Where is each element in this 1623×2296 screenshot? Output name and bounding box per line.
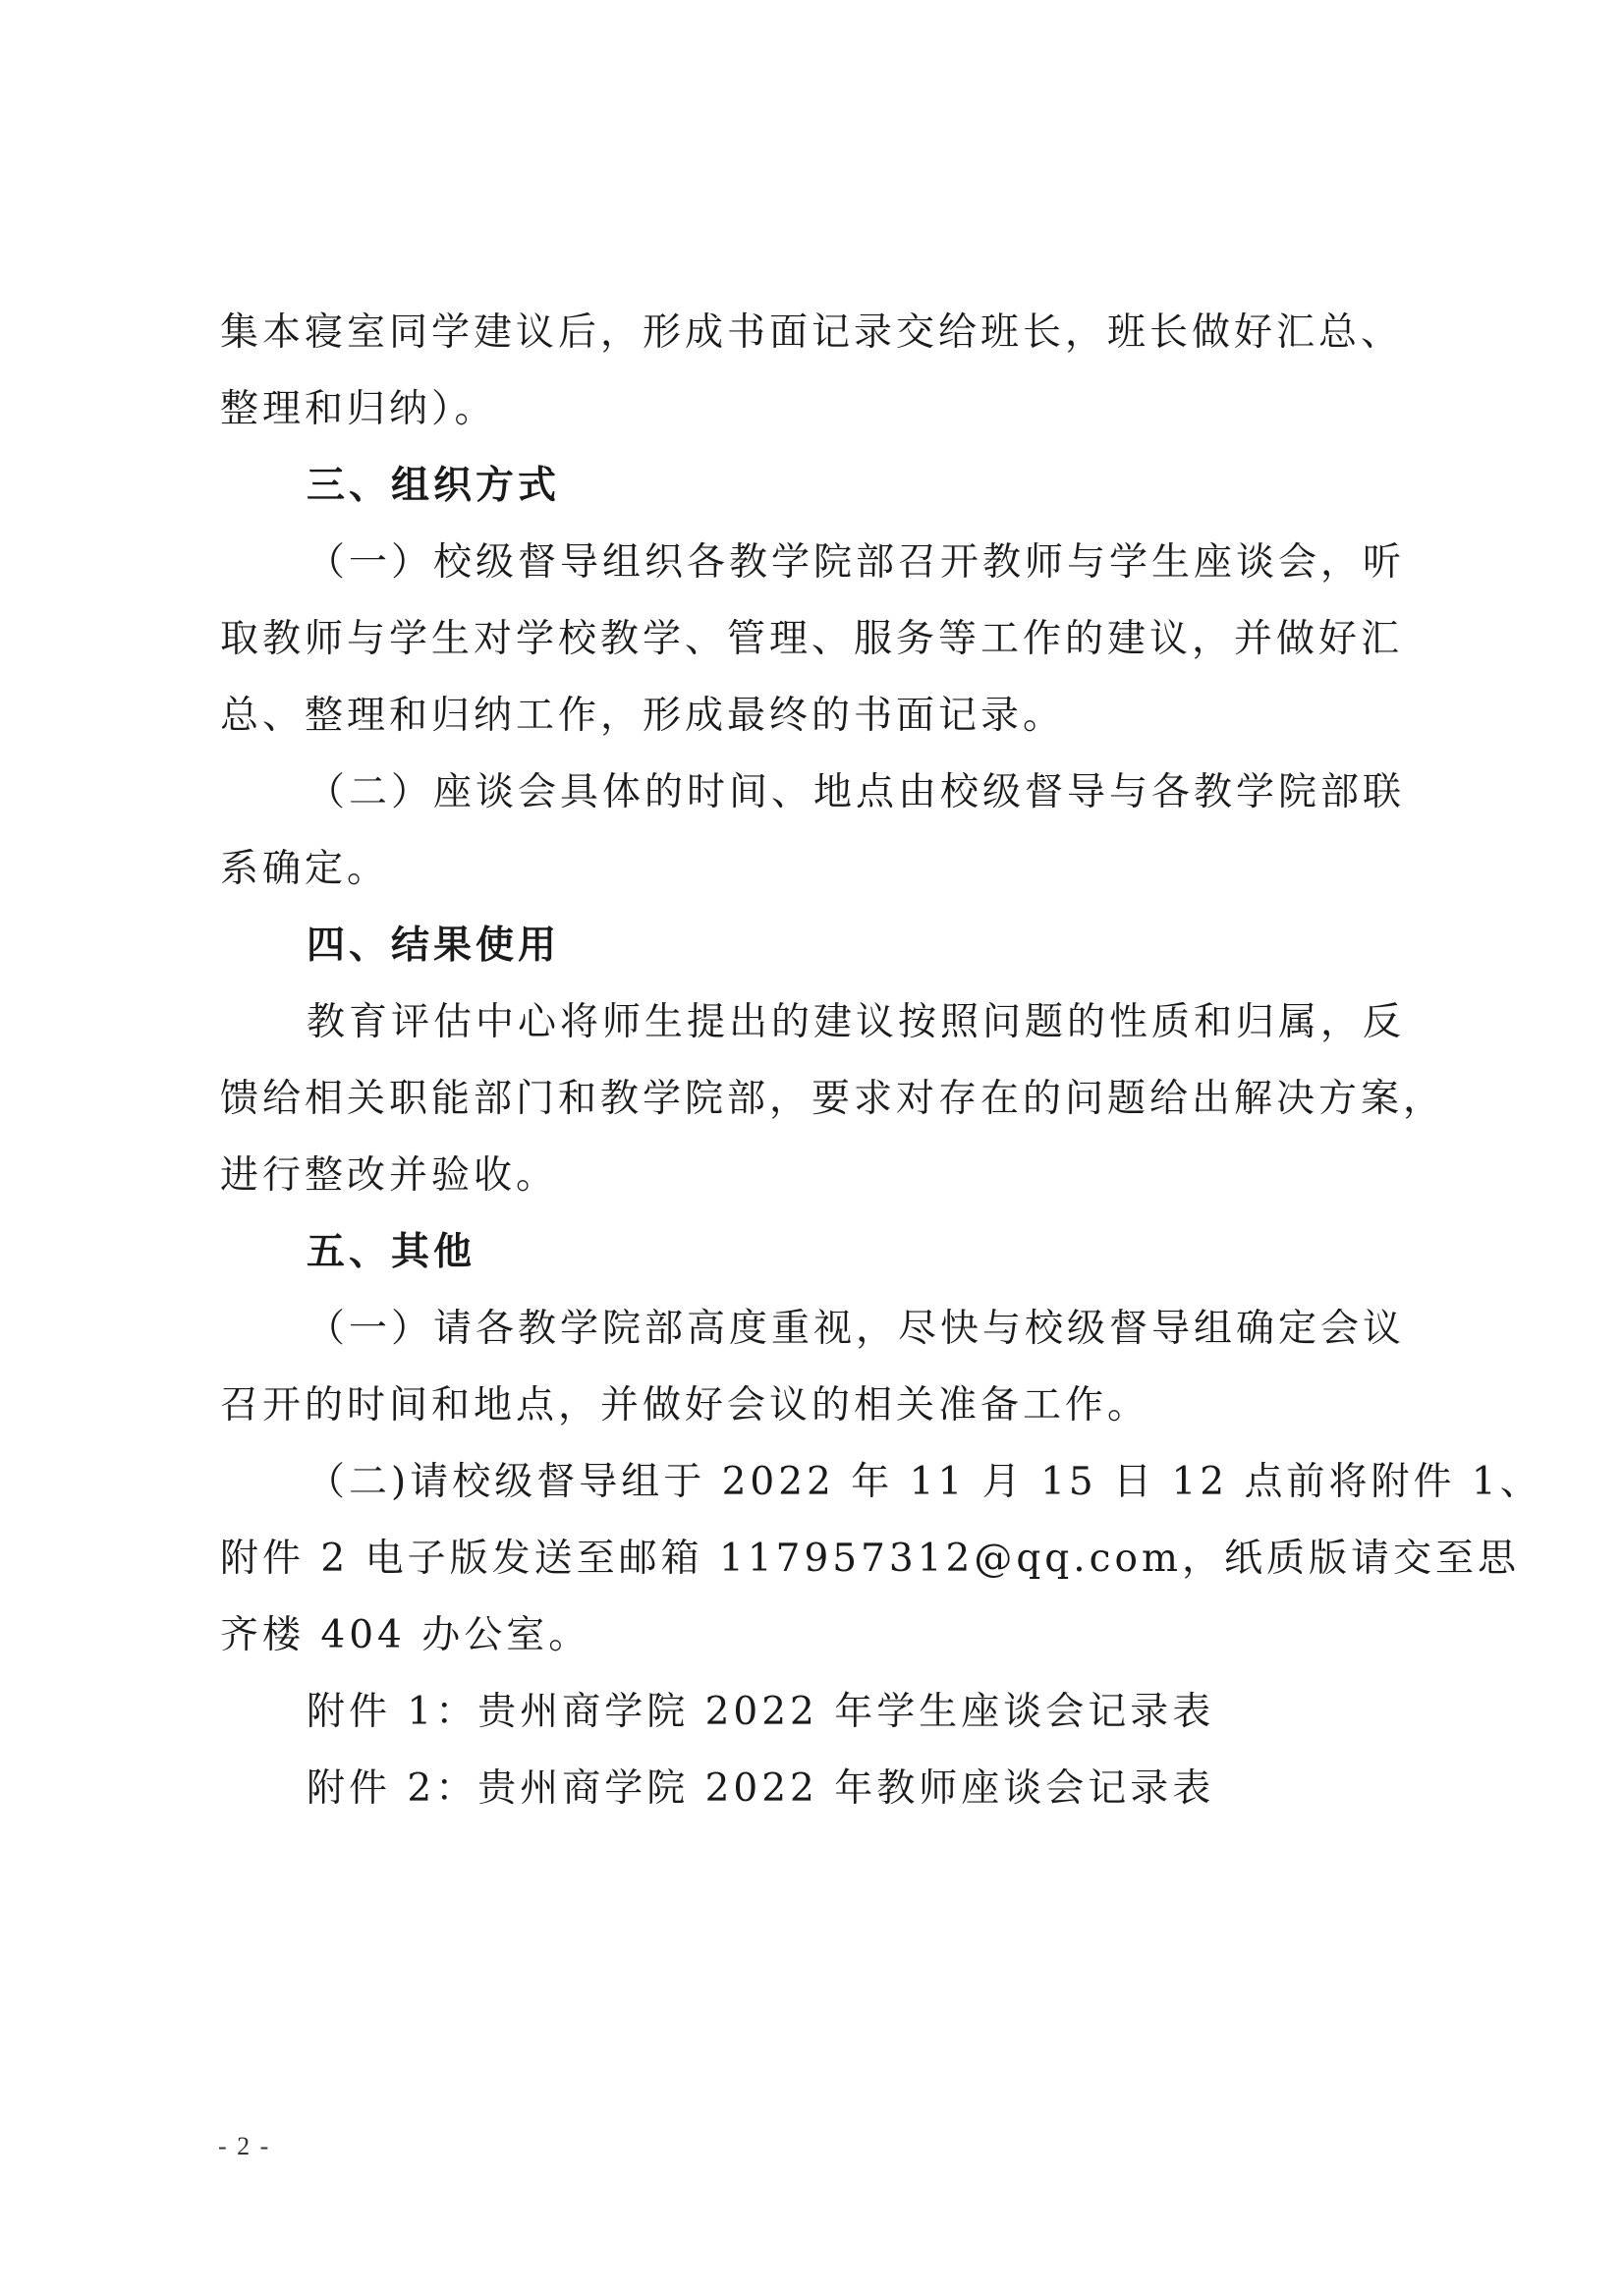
text-line: 系确定。 [220, 847, 390, 891]
text-line: 总、整理和归纳工作，形成最终的书面记录。 [220, 694, 1066, 738]
paragraph-results [220, 984, 1446, 1214]
paragraph-organization-2 [220, 755, 1438, 908]
paragraph-continuation [220, 295, 1438, 448]
section-heading-other: 五、其他 [307, 1230, 476, 1274]
paragraph-other-2 [220, 1444, 1542, 1674]
text-line: （二）座谈会具体的时间、地点由校级督导与各教学院部联 [307, 770, 1406, 814]
text-line: 附件 2 电子版发送至邮箱 117957312@qq.com，纸质版请交至思 [220, 1537, 1520, 1581]
text-line: 教育评估中心将师生提出的建议按照问题的性质和归属，反 [307, 1000, 1406, 1044]
text-line: （一）校级督导组织各教学院部召开教师与学生座谈会，听 [307, 540, 1406, 585]
text-line: （一）请各教学院部高度重视，尽快与校级督导组确定会议 [307, 1307, 1406, 1351]
paragraph-other-1 [220, 1291, 1438, 1444]
text-line: 召开的时间和地点，并做好会议的相关准备工作。 [220, 1383, 1150, 1428]
document-body [220, 295, 1542, 1827]
attachment-list [220, 1674, 1438, 1827]
text-line: 齐楼 404 办公室。 [220, 1613, 591, 1657]
page-number: - 2 - [218, 2132, 271, 2160]
text-line: 取教师与学生对学校教学、管理、服务等工作的建议，并做好汇 [220, 617, 1404, 661]
attachment-2: 附件 2：贵州商学院 2022 年教师座谈会记录表 [307, 1766, 1215, 1811]
text-line: 进行整改并验收。 [220, 1153, 559, 1198]
text-line: （二)请校级督导组于 2022 年 11 月 15 日 12 点前将附件 1、 [307, 1460, 1542, 1504]
paragraph-organization-1 [220, 525, 1438, 755]
text-line: 集本寝室同学建议后，形成书面记录交给班长，班长做好汇总、 [220, 310, 1404, 355]
section-heading-organization: 三、组织方式 [307, 464, 561, 508]
text-line: 馈给相关职能部门和教学院部，要求对存在的问题给出解决方案， [220, 1077, 1446, 1121]
text-line: 整理和归纳）。 [220, 387, 497, 431]
section-heading-results: 四、结果使用 [307, 924, 561, 968]
attachment-1: 附件 1：贵州商学院 2022 年学生座谈会记录表 [307, 1690, 1215, 1734]
